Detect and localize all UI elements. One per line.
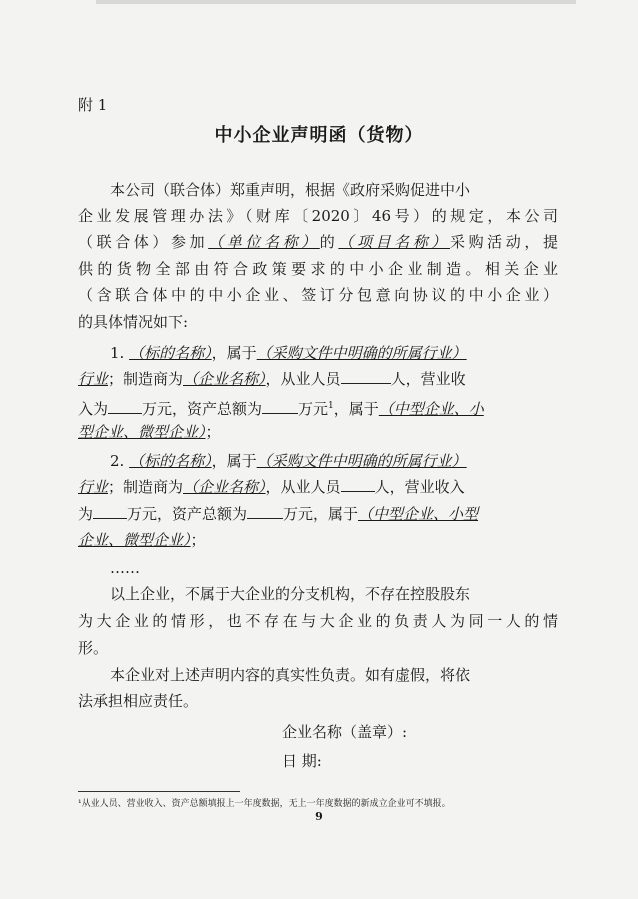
text-span: （联合体）参加 bbox=[78, 233, 209, 251]
item2-assets-blank bbox=[247, 504, 283, 519]
text-span: 万元，资产总额为 bbox=[142, 400, 263, 418]
item1-assets-blank bbox=[262, 399, 298, 414]
footnote-marker: 1 bbox=[328, 401, 334, 411]
ellipsis: …… bbox=[110, 559, 140, 577]
document-title: 中小企业声明函（货物） bbox=[214, 125, 424, 146]
item2-line-1 bbox=[110, 451, 558, 471]
p3-line-2: 法承担相应责任。 bbox=[78, 692, 199, 710]
p2-line-1: 以上企业，不属于大企业的分支机构，不存在控股股东 bbox=[110, 585, 471, 603]
item2-company-name: （企业名称） bbox=[183, 478, 266, 496]
annex-label: 附 1 bbox=[78, 96, 108, 114]
item2-industry-suffix: 行业 bbox=[78, 478, 109, 496]
text-span: ； bbox=[190, 531, 206, 549]
text-span: ，属于 bbox=[211, 344, 257, 362]
item1-line-2 bbox=[78, 369, 558, 389]
item2-size-options: （中型企业、小型 bbox=[358, 505, 479, 523]
text-span: ； bbox=[205, 423, 221, 441]
unit-name-field: （单位名称） bbox=[208, 233, 320, 251]
p2-line-2: 为大企业的情形，也不存在与大企业的负责人为同一人的情 bbox=[78, 612, 558, 630]
text-span: 万元，资产总额为 bbox=[127, 505, 248, 523]
text-span: ；制造商为 bbox=[108, 370, 184, 388]
top-edge-mark bbox=[96, 0, 576, 4]
item1-company-name: （企业名称） bbox=[183, 370, 266, 388]
p2-line-3: 形。 bbox=[78, 639, 109, 657]
text-span: ，属于 bbox=[211, 452, 257, 470]
item1-line-1 bbox=[110, 343, 558, 363]
item1-line-3 bbox=[78, 396, 558, 419]
text-span: ，从业人员 bbox=[265, 478, 341, 496]
p3-line-1: 本企业对上述声明内容的真实性负责。如有虚假，将依 bbox=[110, 666, 471, 684]
text-span: ，从业人员 bbox=[265, 370, 341, 388]
p1-line-3 bbox=[78, 232, 558, 252]
company-seal-label: 企业名称（盖章）: bbox=[282, 723, 408, 741]
item2-line-2 bbox=[78, 477, 558, 497]
item1-industry-suffix: 行业 bbox=[78, 370, 109, 388]
item1-industry: （采购文件中明确的所属行业） bbox=[256, 344, 467, 362]
item2-revenue-blank bbox=[93, 504, 127, 519]
text-span: 采购活动，提 bbox=[449, 233, 558, 251]
item2-target-name: （标的名称） bbox=[129, 452, 212, 470]
item1-employees-blank bbox=[341, 369, 391, 384]
p1-line-2: 企业发展管理办法》（财库〔2020〕46号）的规定，本公司 bbox=[78, 207, 558, 225]
item1-line-4 bbox=[78, 422, 558, 442]
item-number: 1. bbox=[110, 344, 125, 362]
text-span: 万元，属于 bbox=[283, 505, 359, 523]
text-span: ，属于 bbox=[333, 400, 379, 418]
p1-line-4: 供的货物全部由符合政策要求的中小企业制造。相关企业 bbox=[78, 260, 558, 278]
text-span: 入为 bbox=[78, 400, 109, 418]
text-span: 人，营业收入 bbox=[374, 478, 465, 496]
text-span: 万元 bbox=[298, 400, 329, 418]
item1-revenue-blank bbox=[108, 399, 142, 414]
project-name-field: （项目名称） bbox=[338, 233, 450, 251]
item1-size-options: （中型企业、小 bbox=[378, 400, 484, 418]
page-number: 9 bbox=[315, 810, 323, 823]
item2-industry: （采购文件中明确的所属行业） bbox=[256, 452, 467, 470]
item2-employees-blank bbox=[341, 477, 375, 492]
p1-line-6: 的具体情况如下: bbox=[78, 313, 189, 331]
p1-line-1: 本公司（联合体）郑重声明，根据《政府采购促进中小 bbox=[110, 181, 471, 199]
date-label: 日 期: bbox=[282, 752, 322, 770]
text-span: 为 bbox=[78, 505, 94, 523]
item1-size-options-cont: 型企业、微型企业） bbox=[78, 423, 206, 441]
item2-line-4 bbox=[78, 530, 558, 550]
text-span: 人，营业收 bbox=[390, 370, 466, 388]
footnote-divider bbox=[78, 791, 240, 792]
text-span: ；制造商为 bbox=[108, 478, 184, 496]
p1-line-5: （含联合体中的中小企业、签订分包意向协议的中小企业） bbox=[78, 286, 558, 304]
footnote: ¹从业人员、营业收入、资产总额填报上一年度数据，无上一年度数据的新成立企业可不填报。 bbox=[78, 799, 451, 809]
item1-target-name: （标的名称） bbox=[129, 344, 212, 362]
item2-line-3 bbox=[78, 504, 558, 524]
text-span: 的 bbox=[319, 233, 339, 251]
item2-size-options-cont: 企业、微型企业） bbox=[78, 531, 191, 549]
item-number: 2. bbox=[110, 452, 125, 470]
